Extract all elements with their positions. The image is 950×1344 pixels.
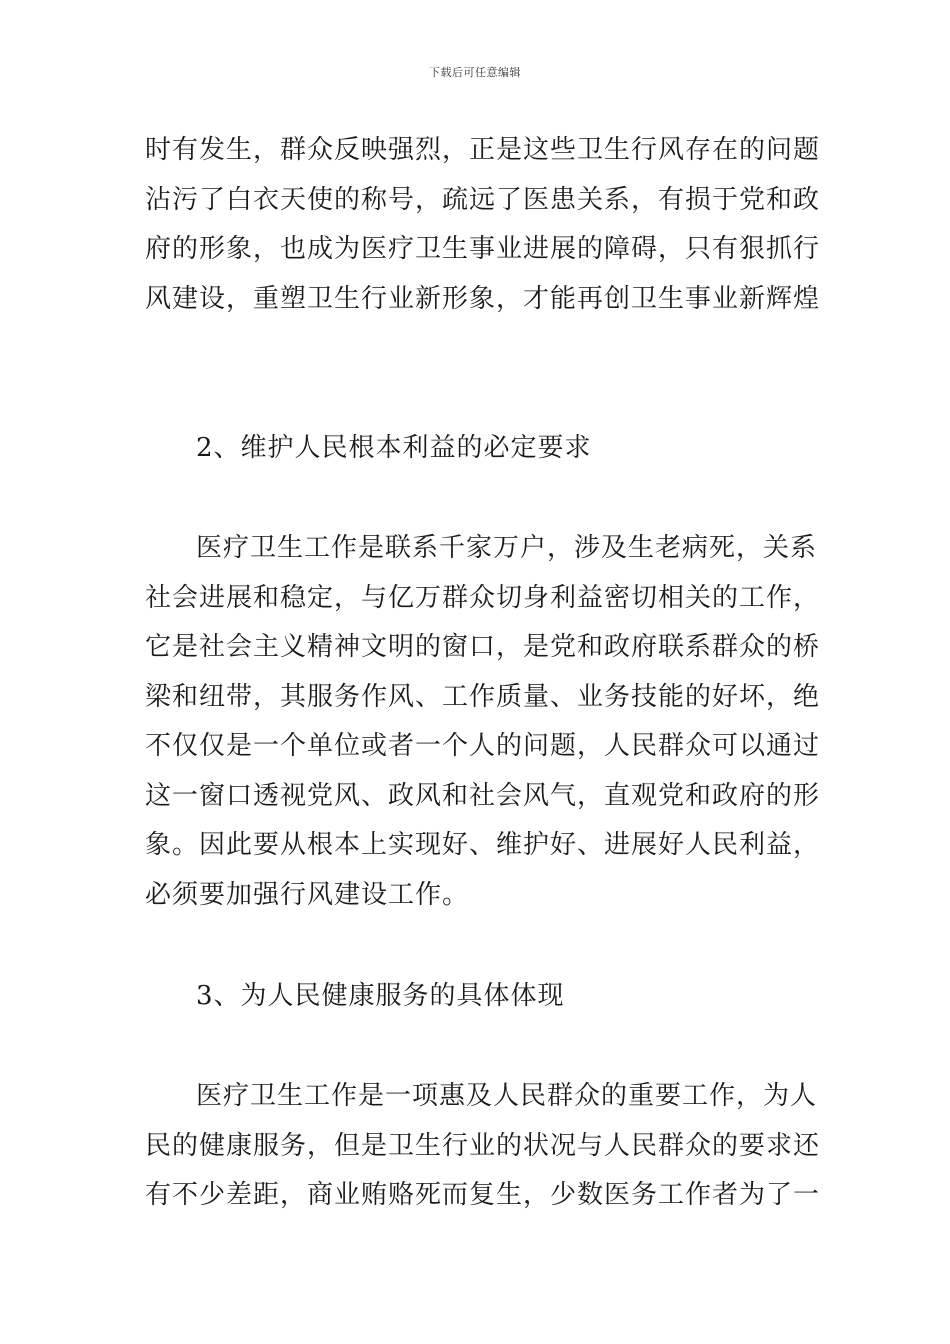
paragraph-1: [145, 126, 821, 324]
section-heading-3: 3、为人民健康服务的具体体现: [196, 981, 565, 1011]
paragraph-line: 梁和纽带，其服务作风、工作质量、业务技能的好坏，绝: [145, 681, 821, 712]
paragraph-line: 医疗卫生工作是一项惠及人民群众的重要工作，为人: [196, 1081, 818, 1111]
paragraph-line: 不仅仅是一个单位或者一个人的问题，人民群众可以通过: [145, 731, 821, 761]
paragraph-line: 有不少差距，商业贿赂死而复生，少数医务工作者为了一: [145, 1180, 821, 1210]
paragraph-line: 它是社会主义精神文明的窗口，是党和政府联系群众的桥: [145, 632, 821, 662]
paragraph-3: [145, 1072, 821, 1221]
paragraph-line: 这一窗口透视党风、政风和社会风气，直观党和政府的形: [145, 780, 821, 811]
paragraph-line: 医疗卫生工作是联系千家万户，涉及生老病死，关系: [196, 533, 818, 563]
section-heading-2: 2、维护人民根本利益的必定要求: [196, 433, 592, 463]
paragraph-line: 时有发生，群众反映强烈，正是这些卫生行风存在的问题: [145, 135, 821, 165]
paragraph-line: 社会进展和稳定，与亿万群众切身利益密切相关的工作，: [145, 582, 821, 613]
paragraph-line: 必须要加强行风建设工作。: [145, 879, 470, 910]
paragraph-line: 风建设，重塑卫生行业新形象，才能再创卫生事业新辉煌: [145, 283, 821, 314]
page-header: 下载后可任意编辑: [429, 66, 521, 79]
paragraph-2: [145, 524, 821, 920]
paragraph-line: 民的健康服务，但是卫生行业的状况与人民群众的要求还: [145, 1130, 821, 1161]
paragraph-line: 沾污了白衣天使的称号，疏远了医患关系，有损于党和政: [145, 184, 821, 215]
paragraph-line: 象。因此要从根本上实现好、维护好、进展好人民利益，: [145, 830, 821, 860]
paragraph-line: 府的形象，也成为医疗卫生事业进展的障碍，只有狠抓行: [145, 234, 821, 264]
